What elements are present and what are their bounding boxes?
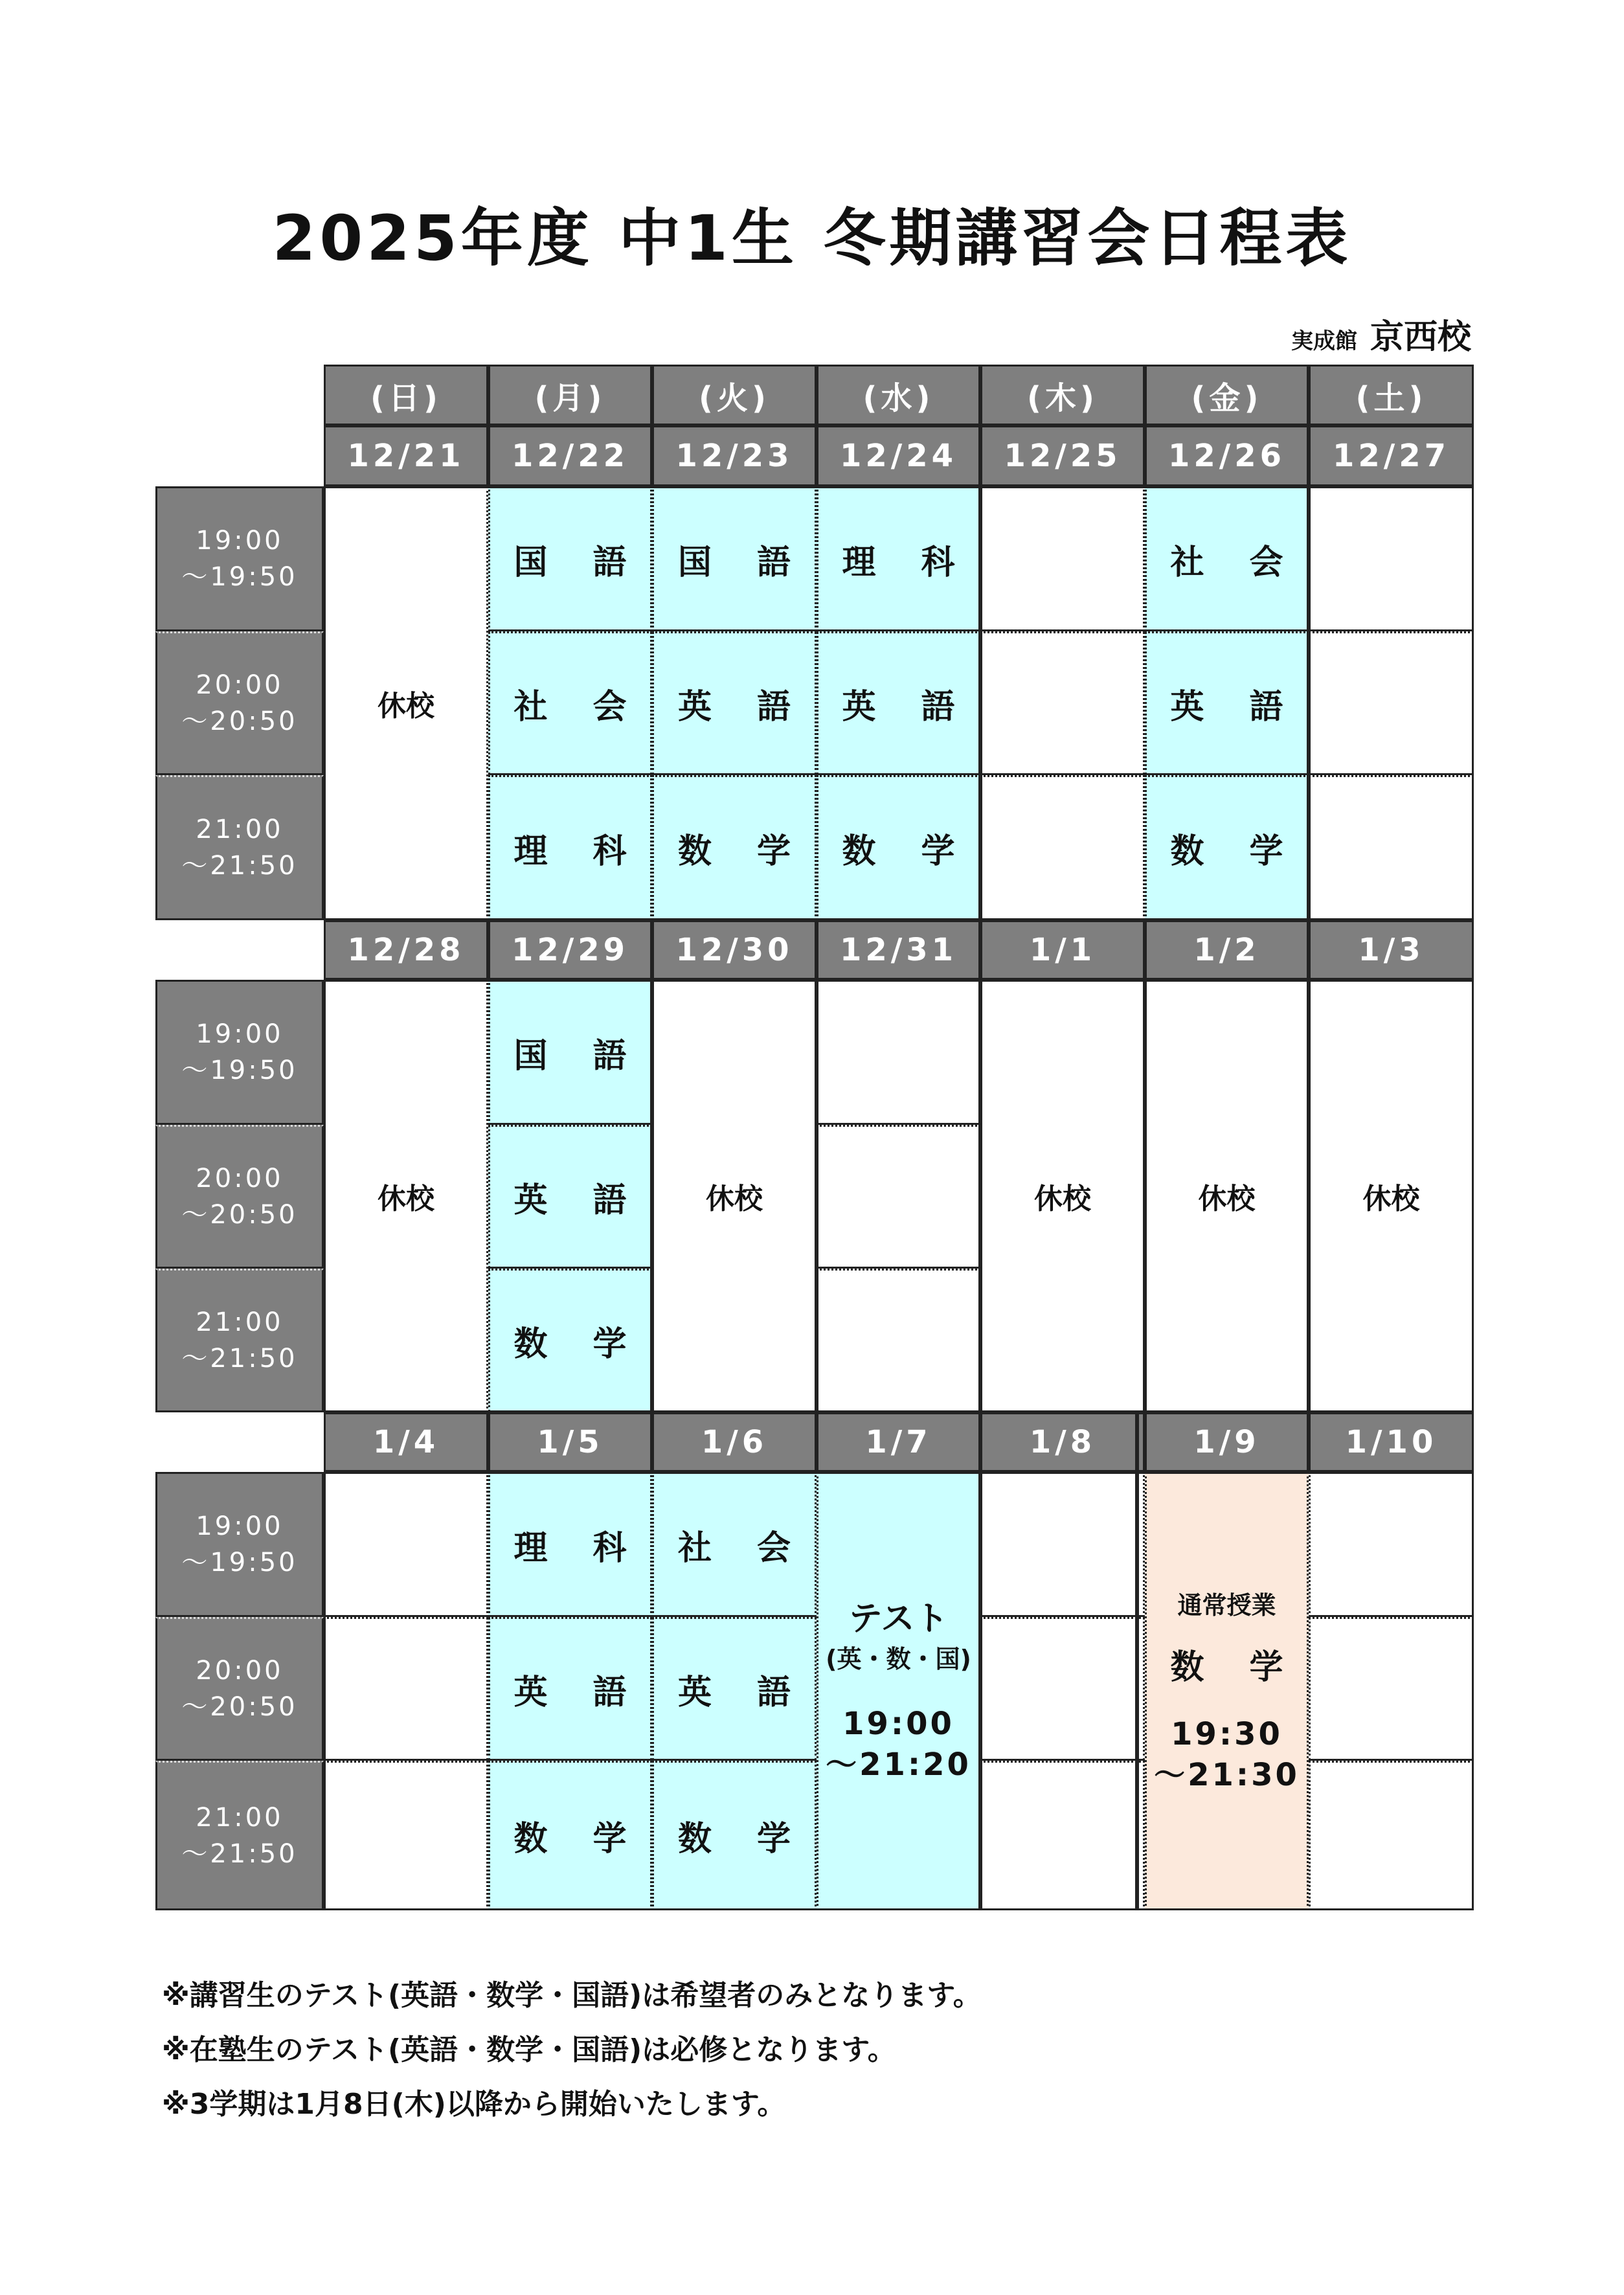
time-label [155,1761,324,1910]
empty-cell [817,1269,980,1412]
date-header: 12/24 [817,425,980,486]
empty-cell [980,486,1145,631]
closed-cell [1145,980,1309,1412]
date-header: 1/3 [1309,920,1474,980]
lesson-cell [817,775,980,920]
date-header: 1/6 [652,1412,817,1472]
closed-label: 休校 [378,690,434,723]
lesson-cell [817,486,980,631]
empty-cell [1309,775,1474,920]
subject: 英 語 [677,687,808,727]
notes [162,1969,982,2132]
closed-label: 休校 [1198,1182,1256,1215]
weekday-fri: (金) [1145,365,1309,425]
subject: 理 科 [842,543,972,582]
lesson-cell [1145,631,1309,775]
test-end-time: ～21:20 [826,1746,971,1783]
weekday-wed: (水) [817,365,980,425]
schedule-table [155,365,1474,1910]
closed-cell [324,980,488,1412]
lesson-cell [652,1472,817,1617]
closed-cell [1309,980,1474,1412]
date-header: 12/23 [652,425,817,486]
date-header: 1/2 [1145,920,1309,980]
time-start: 19:00 [196,526,284,556]
empty-cell [817,980,980,1125]
time-label [155,1617,324,1761]
empty-cell [1309,1761,1474,1910]
date-header: 12/29 [488,920,652,980]
empty-cell [324,1761,488,1910]
date-header: 12/25 [980,425,1145,486]
subject: 数 学 [677,831,808,871]
time-end: ～21:50 [181,851,298,881]
empty-cell [324,1617,488,1761]
date-header: 12/22 [488,425,652,486]
date-header: 1/9 [1145,1412,1309,1472]
lesson-cell [488,980,652,1125]
empty-cell [980,631,1145,775]
time-end: ～21:50 [181,1838,298,1869]
lesson-cell [488,775,652,920]
time-start: 20:00 [196,1656,284,1686]
date-header: 12/27 [1309,425,1474,486]
subject: 数 学 [513,1324,644,1364]
weekday-sun: (日) [324,365,488,425]
subject: 社 会 [513,687,644,727]
lesson-cell [652,1617,817,1761]
regular-class-cell [1145,1472,1309,1910]
lesson-cell [817,631,980,775]
empty-cell [1309,1472,1474,1617]
time-label [155,775,324,920]
regular-start-time: 19:30 [1171,1716,1283,1753]
date-header: 12/31 [817,920,980,980]
school-branch: 京西校 [1370,318,1471,357]
lesson-cell [652,775,817,920]
subject: 数 学 [1170,831,1300,871]
subject: 社 会 [677,1528,808,1568]
subject: 英 語 [1170,687,1300,727]
regular-end-time: ～21:30 [1154,1756,1300,1793]
empty-cell [324,1472,488,1617]
subject: 理 科 [513,831,644,871]
date-header: 12/30 [652,920,817,980]
time-end: ～20:50 [181,1200,298,1230]
weekday-mon: (月) [488,365,652,425]
lesson-cell [488,631,652,775]
lesson-cell [652,631,817,775]
note-line: ※在塾生のテスト(英語・数学・国語)は必修となります。 [162,2033,896,2066]
time-end: ～20:50 [181,1692,298,1722]
school-brand: 実成館 [1291,328,1357,354]
note-line: ※3学期は1月8日(木)以降から開始いたします。 [162,2088,786,2121]
closed-cell [652,980,817,1412]
time-label [155,631,324,775]
page-title: 2025年度 中1生 冬期講習会日程表 [272,202,1352,275]
test-start-time: 19:00 [842,1706,954,1743]
closed-label: 休校 [706,1182,763,1215]
lesson-cell [488,1472,652,1617]
subject: 国 語 [513,1036,644,1076]
empty-cell [1309,631,1474,775]
closed-cell [324,486,488,920]
lesson-cell [652,1761,817,1910]
lesson-cell [1145,486,1309,631]
lesson-cell [488,1269,652,1412]
weekday-tue: (火) [652,365,817,425]
date-header: 12/28 [324,920,488,980]
time-start: 20:00 [196,670,284,700]
time-label [155,1269,324,1412]
empty-cell [980,1761,1145,1910]
date-header: 12/21 [324,425,488,486]
subject: 数 学 [1170,1648,1300,1688]
time-start: 19:00 [196,1511,284,1541]
date-header: 1/7 [817,1412,980,1472]
weekday-thu: (木) [980,365,1145,425]
empty-cell [1309,486,1474,631]
time-end: ～19:50 [181,1056,298,1085]
lesson-cell [652,486,817,631]
date-header: 12/26 [1145,425,1309,486]
test-cell [817,1472,980,1910]
school-name [1291,310,1471,358]
test-subjects: (英・数・国) [826,1645,971,1674]
subject: 国 語 [513,543,644,582]
empty-cell [980,1617,1145,1761]
time-start: 21:00 [196,1802,284,1833]
date-header: 1/10 [1309,1412,1474,1472]
subject: 理 科 [513,1528,644,1568]
lesson-cell [488,1617,652,1761]
weekday-sat: (土) [1309,365,1474,425]
empty-cell [1309,1617,1474,1761]
date-header: 1/1 [980,920,1145,980]
time-end: ～19:50 [181,562,298,592]
empty-cell [817,1125,980,1269]
time-label [155,486,324,631]
time-start: 21:00 [196,815,284,844]
subject: 英 語 [842,687,972,727]
subject: 数 学 [842,831,972,871]
date-header: 1/4 [324,1412,488,1472]
regular-class-label: 通常授業 [1177,1591,1276,1620]
time-label [155,1472,324,1617]
closed-label: 休校 [378,1182,434,1215]
term-divider [1135,1412,1139,1910]
time-start: 19:00 [196,1019,284,1049]
subject: 英 語 [677,1673,808,1712]
closed-label: 休校 [1034,1182,1091,1215]
time-end: ～19:50 [181,1548,298,1577]
time-start: 20:00 [196,1164,284,1193]
subject: 数 学 [677,1820,808,1859]
time-end: ～20:50 [181,707,298,736]
time-start: 21:00 [196,1307,284,1337]
closed-label: 休校 [1362,1182,1420,1215]
empty-cell [980,775,1145,920]
closed-cell [980,980,1145,1412]
subject: 数 学 [513,1820,644,1859]
subject: 国 語 [677,543,808,582]
lesson-cell [488,486,652,631]
date-header: 1/5 [488,1412,652,1472]
lesson-cell [1145,775,1309,920]
time-label [155,1125,324,1269]
subject: 英 語 [513,1181,644,1220]
lesson-cell [488,1125,652,1269]
test-title: テスト [848,1599,949,1638]
lesson-cell [488,1761,652,1910]
date-header: 1/8 [980,1412,1145,1472]
note-line: ※講習生のテスト(英語・数学・国語)は希望者のみとなります。 [162,1979,982,2012]
subject: 英 語 [513,1673,644,1712]
time-label [155,980,324,1125]
empty-cell [980,1472,1145,1617]
time-end: ～21:50 [181,1344,298,1374]
subject: 社 会 [1170,543,1300,582]
